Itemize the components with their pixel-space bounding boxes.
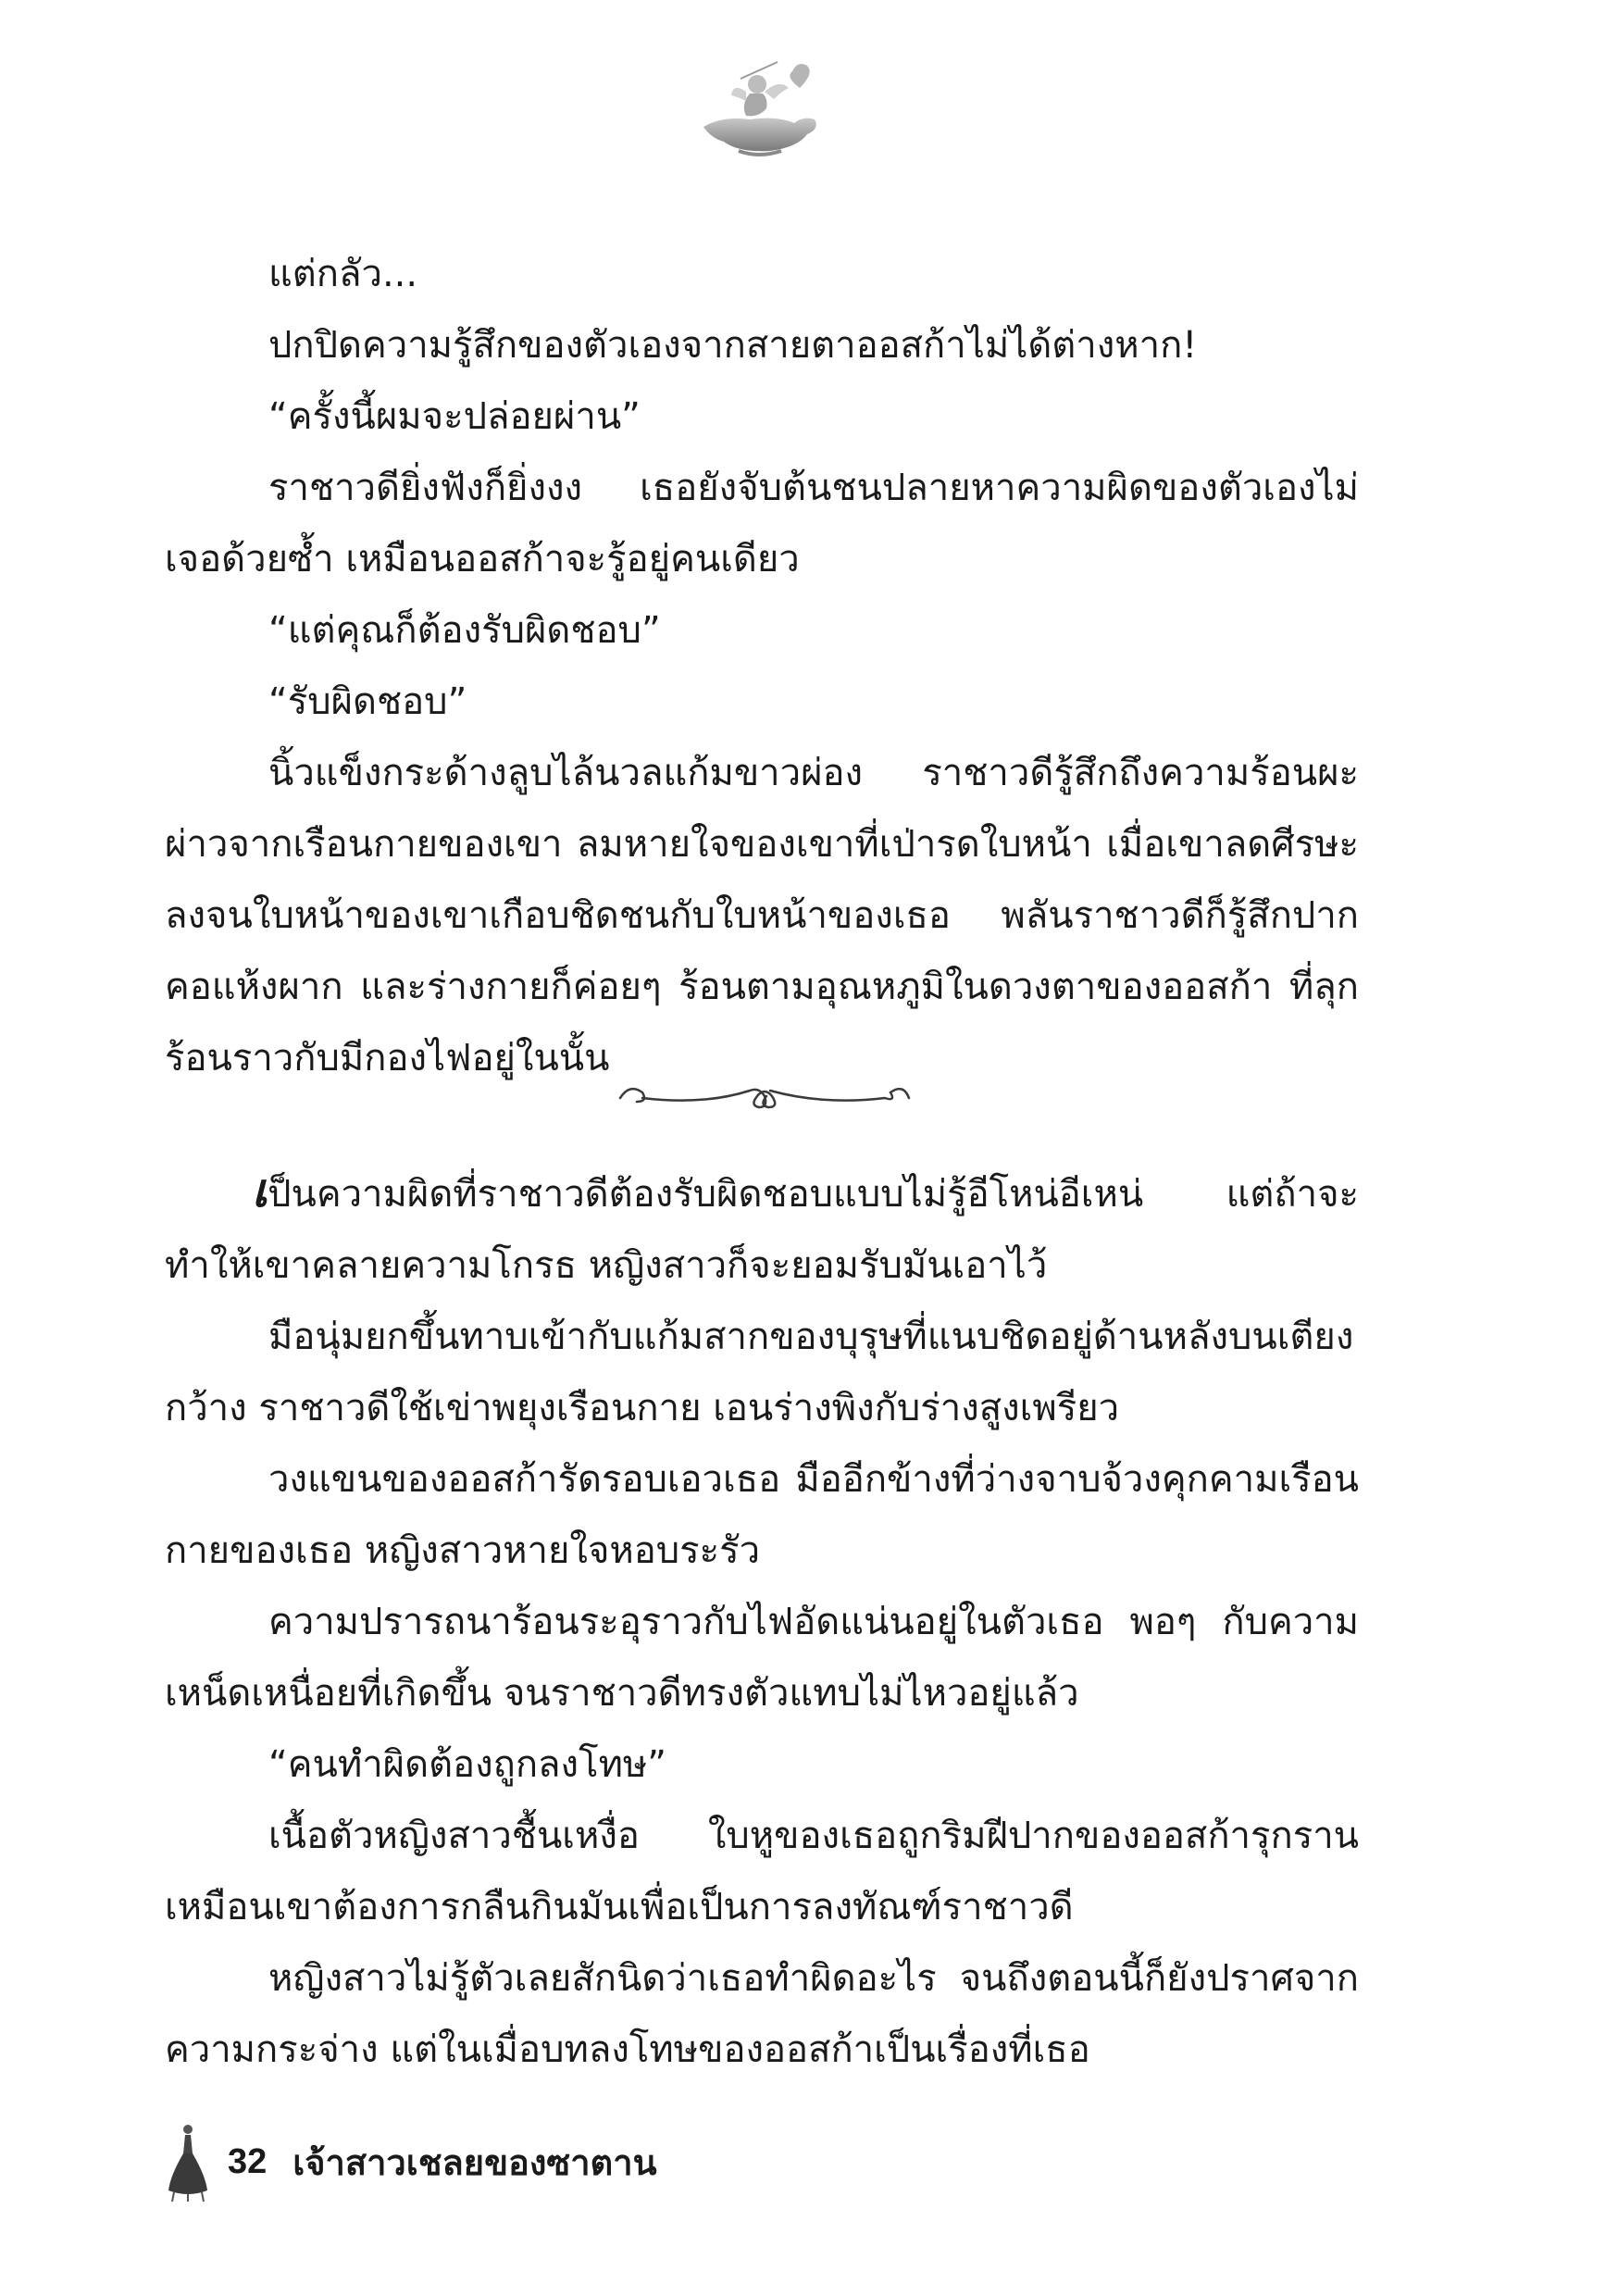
page-footer — [165, 2120, 657, 2203]
paragraph: ราชาวดียิ่งฟังก็ยิ่งงง เธอยังจับต้นชนปลายหาความผิดของตัวเองไม่เจอด้วยซ้ำ เหมือนออสก้าจะรู้อยู่คนเดียว — [165, 467, 1359, 580]
cupid-teapot-ornament-icon — [685, 51, 833, 162]
book-title: เจ้าสาวเชลยของซาตาน — [292, 2141, 657, 2183]
paragraph: ปกปิดความรู้สึกของตัวเองจากสายตาออสก้าไม่ได้ต่างหาก! — [268, 324, 1198, 367]
paragraph: เนื้อตัวหญิงสาวชื้นเหงื่อ ใบหูของเธอถูกริมฝีปากของออสก้ารุกราน เหมือนเขาต้องการกลืนกินมันเพื่อเป็นการลงทัณฑ์ราชาวดี — [165, 1815, 1359, 1928]
paragraph: “ครั้งนี้ผมจะปล่อยผ่าน” — [268, 395, 641, 438]
bride-dress-icon — [165, 2120, 211, 2203]
drop-initial: เ — [252, 1163, 268, 1217]
body-text-section-2 — [165, 1154, 1359, 2086]
page-number: 32 — [228, 2141, 268, 2181]
paragraph: มือนุ่มยกขึ้นทาบเข้ากับแก้มสากของบุรุษที่แนบชิดอยู่ด้านหลังบนเตียงกว้าง ราชาวดีใช้เข่าพยุงเรือนกาย เอนร่างพิงกับร่างสูงเพรียว — [165, 1316, 1354, 1429]
paragraph: วงแขนของออสก้ารัดรอบเอวเธอ มืออีกข้างที่ว่างจาบจ้วงคุกคามเรือนกายของเธอ หญิงสาวหายใจหอบระรัว — [165, 1458, 1359, 1572]
paragraph: แต่กลัว... — [268, 253, 418, 295]
paragraph: หญิงสาวไม่รู้ตัวเลยสักนิดว่าเธอทำผิดอะไร จนถึงตอนนี้ก็ยังปราศจากความกระจ่าง แต่ในเมื่อบทลงโทษของออสก้าเป็นเรื่องที่เธอ — [165, 1957, 1359, 2071]
paragraph: “แต่คุณก็ต้องรับผิดชอบ” — [268, 609, 661, 652]
paragraph: นิ้วแข็งกระด้างลูบไล้นวลแก้มขาวผ่อง ราชาวดีรู้สึกถึงความร้อนผะผ่าวจากเรือนกายของเขา ลมหายใจของเขาที่เป่ารดใบหน้า เมื่อเขาลดศีรษะลงจนใบหน้าของเขาเกือบชิดชนกับใบหน้าของเธอ พลันราชาวดีก็รู้สึกปากคอแห้งผาก และร่างกายก็ค่อยๆ ร้อนตามอุณหภูมิในดวงตาของออสก้า ที่ลุกร้อนราวกับมีกองไฟอยู่ในนั้น — [165, 752, 1359, 1079]
paragraph: “รับผิดชอบ” — [268, 680, 467, 723]
paragraph: ความปรารถนาร้อนระอุราวกับไฟอัดแน่นอยู่ในตัวเธอ พอๆ กับความเหน็ดเหนื่อยที่เกิดขึ้น จนราชาวดีทรงตัวแทบไม่ไหวอยู่แล้ว — [165, 1601, 1359, 1715]
paragraph-text: ป็นความผิดที่ราชาวดีต้องรับผิดชอบแบบไม่รู้อีโหน่อีเหน่ แต่ถ้าจะทำให้เขาคลายความโกรธ หญิงสาวก็จะยอมรับมันเอาไว้ — [165, 1173, 1359, 1287]
paragraph — [165, 1154, 1359, 1302]
flourish-divider-icon — [611, 1070, 916, 1126]
body-text-section-1 — [165, 239, 1359, 1094]
paragraph: “คนทำผิดต้องถูกลงโทษ” — [268, 1743, 667, 1786]
